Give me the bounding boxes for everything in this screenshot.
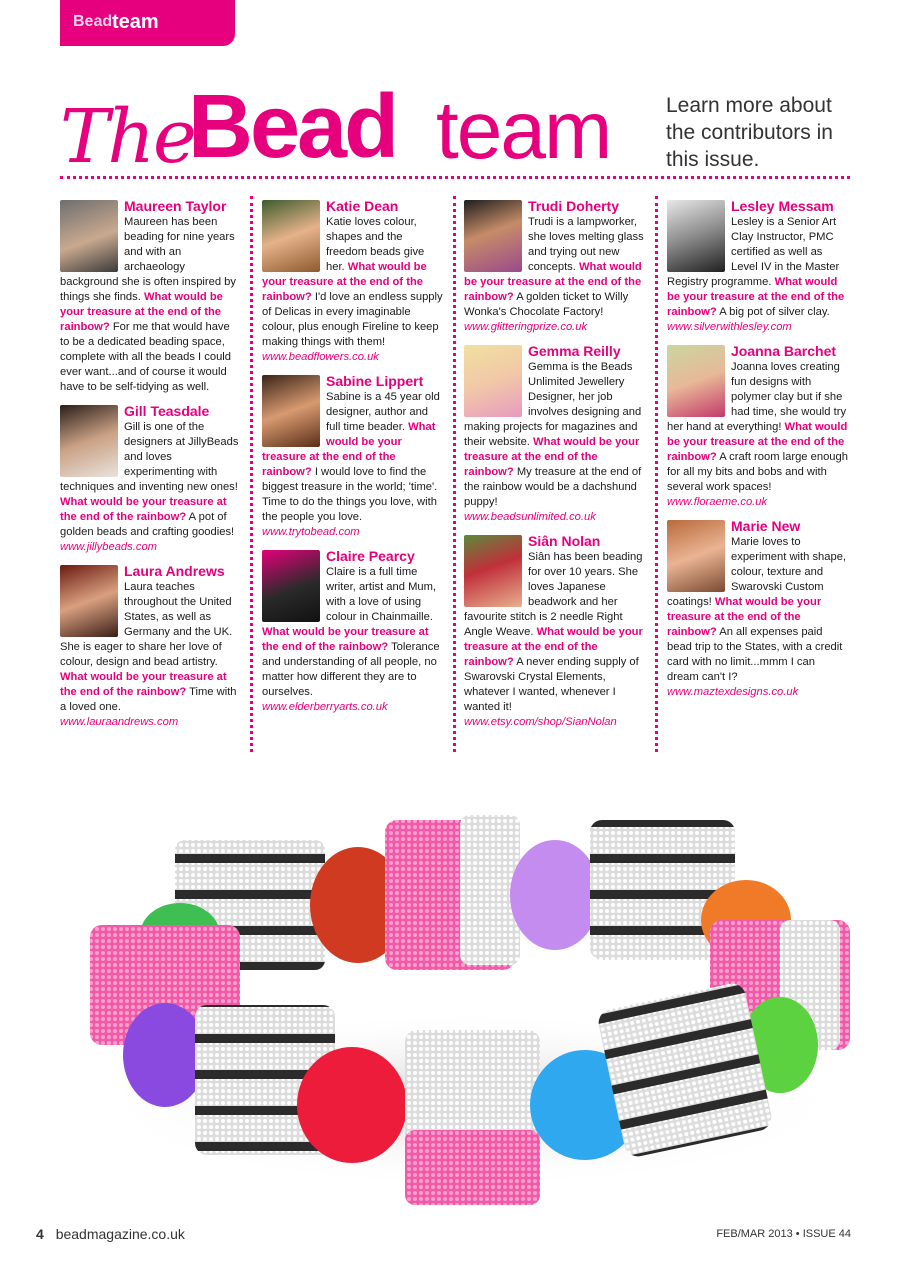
contributor-name: Sabine Lippert xyxy=(326,373,424,389)
contributor-photo xyxy=(464,535,522,607)
treasure-question: What would be your treasure at the end of the rainbow? xyxy=(667,276,845,318)
contributor-entry xyxy=(60,198,242,395)
contributor-entry xyxy=(262,373,444,540)
contributor-bio: Laura teaches throughout the United States, as well as Germany and the UK. She is eager to share her love of colour, design and bead artistry. xyxy=(60,581,233,668)
contributor-photo xyxy=(60,565,118,637)
contributor-photo xyxy=(667,345,725,417)
contributor-name: Joanna Barchet xyxy=(731,343,837,359)
contributor-entry xyxy=(60,563,242,730)
contributor-photo xyxy=(667,200,725,272)
contributor-bio: Maureen has been beading for nine years and with an archaeology background she is often inspired by things she finds. xyxy=(60,216,237,303)
issue-info: FEB/MAR 2013 • ISSUE 44 xyxy=(716,1228,851,1240)
column-4 xyxy=(667,198,849,708)
contributor-name: Trudi Doherty xyxy=(528,198,620,214)
treasure-question: What would be your treasure at the end of the rainbow? xyxy=(464,436,640,478)
contributor-answer: A pot of golden beads and crafting goodies! xyxy=(60,511,235,538)
tab-word-bead: Bead xyxy=(73,13,113,30)
title-team: team xyxy=(436,85,611,176)
contributor-entry xyxy=(464,198,646,335)
contributor-bio: Lesley is a Senior Art Clay Instructor, PMC certified as well as Level IV in the Master Registry programme. xyxy=(667,216,840,288)
column-1 xyxy=(60,198,242,738)
contributor-entry xyxy=(667,518,849,700)
contributor-entry xyxy=(464,533,646,730)
contributor-entry xyxy=(262,548,444,715)
contributor-photo xyxy=(464,200,522,272)
contributor-answer: A craft room large enough for all my bits and bobs and with several work spaces! xyxy=(667,451,848,493)
contributor-website[interactable]: www.etsy.com/shop/SianNolan xyxy=(464,716,617,728)
contributor-bio: Katie loves colour, shapes and the freedom beads give her. xyxy=(326,216,425,273)
section-tab xyxy=(60,0,235,46)
contributor-photo xyxy=(464,345,522,417)
contributor-answer: My treasure at the end of the rainbow would be a dachshund puppy! xyxy=(464,466,642,508)
contributor-bio: Gemma is the Beads Unlimited Jewellery Designer, her job involves designing and making projects for magazines and their website. xyxy=(464,361,642,448)
dotted-divider xyxy=(60,176,850,179)
contributor-website[interactable]: www.maztexdesigns.co.uk xyxy=(667,686,799,698)
striped-cube-bead xyxy=(596,981,774,1159)
pink-cube-bead xyxy=(405,1130,540,1205)
contributor-website[interactable]: www.glitteringprize.co.uk xyxy=(464,321,588,333)
contributor-photo xyxy=(262,200,320,272)
treasure-question: What would be your treasure at the end of the rainbow? xyxy=(464,261,642,303)
contributor-photo xyxy=(667,520,725,592)
contributor-bio: Siân has been beading for over 10 years. She loves Japanese beadwork and her favourite stitch is 2 needle Right Angle Weave. xyxy=(464,551,643,638)
contributor-entry xyxy=(464,343,646,525)
column-2 xyxy=(262,198,444,723)
contributor-name: Claire Pearcy xyxy=(326,548,415,564)
contributor-photo xyxy=(262,375,320,447)
contributor-name: Siân Nolan xyxy=(528,533,601,549)
contributor-name: Marie New xyxy=(731,518,801,534)
contributor-entry xyxy=(262,198,444,365)
red-oval-bead xyxy=(297,1047,407,1163)
page-subtitle: Learn more about the contributors in this issue. xyxy=(666,94,833,171)
column-divider xyxy=(250,196,253,752)
contributor-answer: An all expenses paid bead trip to the States, with a credit card with no limit...mmm I can dream can't I? xyxy=(667,626,843,683)
contributor-website[interactable]: www.trytobead.com xyxy=(262,526,360,538)
column-divider xyxy=(453,196,456,752)
bracelet-illustration xyxy=(40,770,890,1210)
lilac-oval-bead xyxy=(510,840,600,950)
treasure-question: What would be your treasure at the end of the rainbow? xyxy=(60,671,227,698)
purple-oval-bead xyxy=(123,1003,207,1107)
contributor-answer: I would love to find the biggest treasure in the world; 'time'. Time to do the things you love, with the people you love. xyxy=(262,466,438,523)
contributor-answer: Time with a loved one. xyxy=(60,686,237,713)
title-the: The xyxy=(60,94,195,180)
tab-word-team: team xyxy=(112,11,159,33)
contributor-website[interactable]: www.silverwithlesley.com xyxy=(667,321,792,333)
contributor-bio: Joanna loves creating fun designs with polymer clay but if she had time, she would try her hand at everything! xyxy=(667,361,847,433)
contributor-website[interactable]: www.beadflowers.co.uk xyxy=(262,351,379,363)
treasure-question: What would be your treasure at the end of the rainbow? xyxy=(262,421,436,478)
contributor-name: Gill Teasdale xyxy=(124,403,210,419)
contributor-bio: Marie loves to experiment with shape, colour, texture and Swarovski Custom coatings! xyxy=(667,536,847,608)
contributor-photo xyxy=(262,550,320,622)
page-footer xyxy=(36,1226,851,1242)
contributor-name: Katie Dean xyxy=(326,198,399,214)
contributor-website[interactable]: www.lauraandrews.com xyxy=(60,716,179,728)
column-3 xyxy=(464,198,646,738)
contributor-answer: A big pot of silver clay. xyxy=(719,306,830,318)
contributor-bio: Sabine is a 45 year old designer, author and full time beader. xyxy=(326,391,440,433)
contributor-name: Maureen Taylor xyxy=(124,198,227,214)
contributor-entry xyxy=(667,343,849,510)
contributor-website[interactable]: www.elderberryarts.co.uk xyxy=(262,701,388,713)
contributor-entry xyxy=(60,403,242,555)
site-url[interactable]: beadmagazine.co.uk xyxy=(55,1226,185,1242)
contributor-answer: A never ending supply of Swarovski Crystal Elements, whatever I wanted, whenever I wanted it! xyxy=(464,656,639,713)
contributor-entry xyxy=(667,198,849,335)
contributor-website[interactable]: www.jillybeads.com xyxy=(60,541,157,553)
treasure-question: What would be your treasure at the end of the rainbow? xyxy=(262,261,427,303)
contributor-answer: Tolerance and understanding of all people, no matter how different they are to ourselves. xyxy=(262,641,440,698)
treasure-question: What would be your treasure at the end of the rainbow? xyxy=(464,626,643,668)
contributor-bio: Claire is a full time writer, artist and Mum, with a love of using colour in Chainmaille. xyxy=(326,566,437,623)
column-divider xyxy=(655,196,658,752)
title-bead: Bead xyxy=(188,77,397,177)
contributor-name: Lesley Messam xyxy=(731,198,834,214)
bracelet-photo xyxy=(40,770,890,1210)
contributor-bio: Trudi is a lampworker, she loves melting glass and trying out new concepts. xyxy=(528,216,644,273)
contributor-answer: I'd love an endless supply of Delicas in every imaginable colour, plus enough Fireline to keep making things with them! xyxy=(262,291,443,348)
contributor-photo xyxy=(60,405,118,477)
contributor-answer: For me that would have to be a dedicated beading space, complete with all the beads I could ever want...and of course it would have to be self-tidying as well. xyxy=(60,321,232,393)
contributor-name: Gemma Reilly xyxy=(528,343,621,359)
contributor-website[interactable]: www.beadsunlimited.co.uk xyxy=(464,511,596,523)
page-number: 4 xyxy=(36,1226,44,1242)
treasure-question: What would be your treasure at the end of the rainbow? xyxy=(667,421,848,463)
contributor-photo xyxy=(60,200,118,272)
treasure-question: What would be your treasure at the end of the rainbow? xyxy=(60,291,223,333)
contributor-website[interactable]: www.floraeme.co.uk xyxy=(667,496,768,508)
treasure-question: What would be your treasure at the end of the rainbow? xyxy=(667,596,822,638)
treasure-question: What would be your treasure at the end of the rainbow? xyxy=(60,496,227,523)
contributor-bio: Gill is one of the designers at JillyBeads and loves experimenting with techniques and inventing new ones! xyxy=(60,421,239,493)
contributor-name: Laura Andrews xyxy=(124,563,225,579)
contributor-answer: A golden ticket to Willy Wonka's Chocolate Factory! xyxy=(464,291,629,318)
treasure-question: What would be your treasure at the end of the rainbow? xyxy=(262,626,429,653)
